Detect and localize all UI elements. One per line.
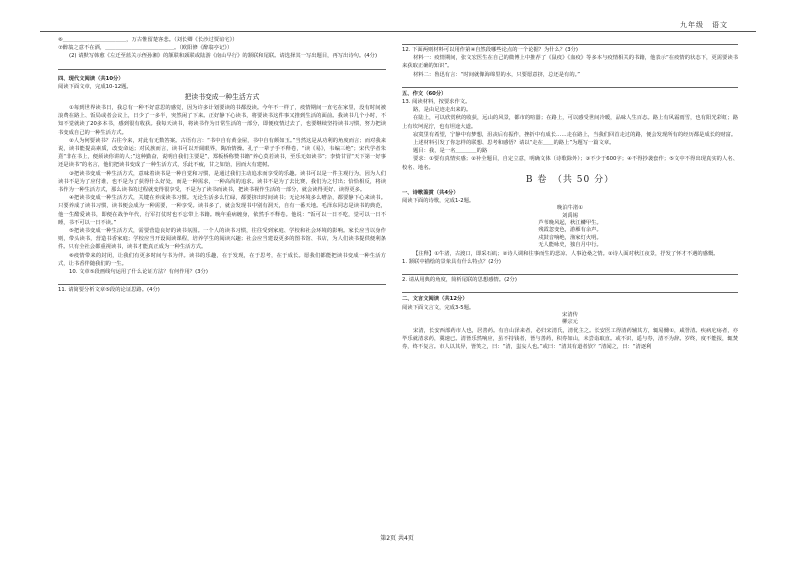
part-b-title: B 卷 （共 50 分） — [525, 174, 615, 185]
answer-line[interactable] — [402, 285, 738, 293]
classical-text: 宋清，长安西部药市人也，居善药。有自山泽来者，必归宋清氏，清优主之。长安医工得清药辅其方，辄易雠①，咸誉清。疾病庀疡者，亦毕乐就清求药，冀速已。清皆乐然响应，虽不持钱者，皆与善药，积券如山，未尝诣取直。或不识，遥与券，清不为辞。岁终，度不能报，辄焚券，终不复言。市人以其异，皆笑之，曰：“清，蚩妄人也。”或曰：“清其有道者欤？”清闻之，曰：“清逐利 — [402, 327, 738, 350]
section-instruction: 阅读下面文言文，完成3-5题。 — [402, 304, 475, 311]
question-13: 13. 阅读材料，按要求作文。 — [402, 99, 471, 106]
answer-line[interactable] — [402, 80, 738, 88]
question-11: 11. 请简要分析文章⑤段的论证思路。(4分) — [58, 287, 160, 294]
essay-material: 在陆上，可以欣赏秋的收获，远山的风景，都市的喧嚣；在路上，可以感受世间冷暖，品味人生百态。路上有风霜雨雪，也有阳光彩虹；路上有坎坷泥泞，也有坦途大道。 — [402, 115, 738, 130]
right-column — [402, 36, 738, 351]
poem-line: 戍鼓音响绝，渔家灯火明。 — [538, 234, 602, 241]
question-2: 2. 请从用典的角度，简析尾联的思想感情。(2分) — [402, 277, 517, 284]
classical-text-author: 柳宗元 — [562, 319, 578, 326]
article-paragraph: ①每到世界读书日，我总有一种不好意思的感觉，因为许多计划要读的书都没读。今年不一样了，疫情期间一直宅在家里，没有时间被浪费在路上、饭局或者会议上，日少了一多半，突然闲了下来。正好静下心读书，将要读书这件事又推到生活的面前。我读书几个小时，不知不觉就读了20多本书，感到很有收获。我每天读书，将读书作为日常生活的一部分，即便疫情过去了，也要继续坚持读书习惯，努力把读书变成自己的一种生活方式。 — [58, 105, 386, 136]
article-paragraph: ⑥疫情带来的封闭，让我们有更多时间与书为伴。读书的乐趣，在于发现，在于思考，在于成长。愿我们都能把读书变成一种生活方式，让书香伴随我们的一生。 — [58, 252, 386, 267]
question-12: 12. 下面两则材料可以用作第④自然段哪些论点的一个论据？为什么？(3分) — [402, 47, 578, 53]
section-heading: 一、诗歌鉴赏（共4分） — [402, 189, 459, 196]
poem-title: 晚泊牛渚① — [557, 205, 583, 212]
section-heading: 五、作文（60分） — [402, 90, 447, 97]
poem-note: 【注释】①牛渚，古渡口，即采石矶；②诗人调和往事而生的悲凉、人事沧桑之情。②诗人面对秋江夜景，抒发了怀才不遇的感慨。 — [413, 250, 719, 257]
section-instruction: 阅读下面的诗歌，完成1-2题。 — [402, 198, 475, 205]
answer-line[interactable] — [58, 277, 386, 285]
article-paragraph: ④把读书变成一种生活方式，关键在养成读书习惯。无论生活多么忙碌，都要挤出时间读书；无论环境多么嘈杂，都要静下心来读书。只要养成了读书习惯，读书便会成为一种需要，一种享受。读书多了，就会发现书中别有洞天，自有一番天地。毛泽东同志是读书的典范，他一生酷爱读书，即便在战争年代，行军打仗时也不忘带上书籍。晚年重病缠身，依然手不释卷。他说：“饭可以一日不吃，觉可以一日不睡，书不可以一日不读。” — [58, 195, 386, 226]
poem-line: 无人能咏史，独自月中行。 — [538, 242, 602, 249]
poem-author: 刘禹锡 — [562, 212, 578, 219]
page-number: 第2页 共4页 — [380, 535, 414, 542]
classical-text-title: 宋清传 — [562, 311, 578, 318]
article-paragraph: ③把读书变成一种生活方式，意味着读书是一种自觉和习惯，是通过我们主动追求而享受的乐趣。读书可以是一件主观行为，因为人们读书不是为了应付谁，也不是为了获得什么好处，而是一种需求，一种高尚的追求。读书不是为了去比赛，我们为之付出；恰恰相反，将读书作为一种生活方式，那么读书的过程就变得很享受，不是为了读书而读书，把读书视作生活的一部分，就会读得更好、读得更多。 — [58, 170, 386, 194]
left-column — [58, 36, 386, 294]
material-two: 材料二：鲁迅有言：“时间就像海绵里的水，只要愿意挤，总还是有的。” — [413, 71, 581, 78]
article-paragraph: ⑤把读书变成一种生活方式，需要营造良好的读书氛围。一个人的读书习惯，往往受到家庭、学校和社会环境的影响。家长应当以身作则，带头读书，营造书香家庭；学校应当开设阅读课程，培养学生的阅读兴趣；社会应当建设更多的图书馆、书店，为人们读书提供便利条件。只有全社会都重视读书，读书才能真正成为一种生活方式。 — [58, 228, 386, 251]
question-10: 10. 文章⑤段画线句运用了什么论证方法？有何作用？(3分) — [69, 269, 208, 276]
page-header: 九年级 语文 — [680, 21, 728, 29]
question-line: (2) 请默写韩愈《左迁至蓝关示侄孙湘》的颔联和颈联或陆游《南山早行》的颔联和尾联。请选择其一写出题目，再写出诗句。(4分) — [69, 53, 378, 60]
answer-line[interactable] — [402, 267, 738, 275]
essay-title-prompt: 题目：我，是一名＿＿＿＿的路 — [413, 148, 488, 155]
section-instruction: 阅读下面文章，完成10-12题。 — [58, 83, 132, 90]
section-heading: 二、文言文阅读（共12分） — [402, 296, 468, 303]
essay-material: 上述材料引发了你怎样的联想、思考和感悟？请以“走在＿＿的路上”为题写一篇文章。 — [413, 140, 615, 147]
essay-material: 路，是由足迹走出来的。 — [413, 107, 472, 114]
question-line: ⑥＿＿＿＿＿＿＿＿＿＿＿＿，万古惟留楚客悲。（刘长卿《长沙过贾谊宅》） — [58, 37, 238, 43]
article-paragraph: ②人为何要读书？古往今来，对此有无数答案。古语有言：“书中自有黄金屋，书中自有颜如玉。”当然这是从功利的角度而言；而对我来说，读书能提高素质，改变命运；对民族而言，读书可以开阔眼界，陶冶情操。孔子一辈子手不释卷，“读《易》，韦编三绝”；宋代学者朱熹“非在书上，便须读你讲的人；”这种勤奋，说明自我们主要是”，郑板桥称赞书籍“养心莫若读书，至乐无如读书”；李贽甘冒“天下第一好事还是读书”的名言，他们把读书变成了一种生活方式，乐此不疲，甘之如饴，因而大有建树。 — [58, 137, 386, 169]
question-line: ⑦醉翁之意不在酒，＿＿＿＿＿＿＿＿＿＿＿＿＿。（欧阳修《醉翁亭记》） — [58, 45, 233, 52]
essay-requirements: 要求：①要有真情实感；②补全题目，自定立意，明确文体（诗歌除外）；③不少于600字；④不得抄袭套作；⑤文中不得出现真实的人名、校名、地名。 — [402, 156, 738, 171]
answer-line[interactable] — [402, 37, 738, 45]
header-divider — [40, 31, 756, 32]
essay-material: 寂寞里有希望，宁静中有梦想，沮丧后有振作，挫折中有成长……走在路上，当我们回首走过的路，便会发现所有的经历都是成长的财富。 — [413, 131, 737, 138]
answer-line[interactable] — [58, 62, 386, 70]
section-heading: 四、现代文阅读（共10分） — [58, 75, 124, 82]
question-1: 1. 颔联中描绘的景象具有什么特点？(2分) — [402, 258, 501, 265]
poem-line: 芦苇晚风起，秋江鳞甲生。 — [538, 220, 602, 227]
poem-line: 残霞忽变色，游雁有余声。 — [538, 227, 602, 234]
article-title: 把读书变成一种生活方式 — [184, 93, 260, 102]
material-one: 材料一：疫情期间，张文宏医生在自己的微博上中推荐了《鼠疫》《血疫》等多本与疫情相关的书籍，他表示“在疫情的状态下，更需要读书来获取正确的知识”。 — [402, 55, 738, 70]
